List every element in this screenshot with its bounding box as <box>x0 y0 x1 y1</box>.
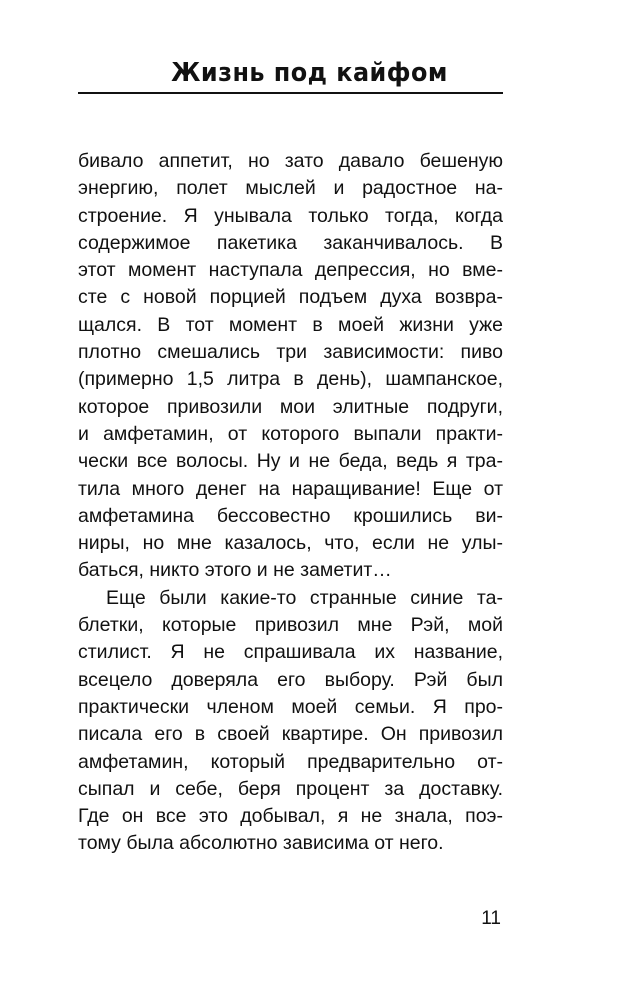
text-line: всецело доверяла его выбору. Рэй был <box>78 668 503 691</box>
text-line: стилист. Я не спрашивала их название, <box>78 641 503 664</box>
text-line: плотно смешались три зависимости: пиво <box>78 341 503 364</box>
text-line: амфетамина бессовестно крошились ви- <box>78 504 503 527</box>
page-number: 11 <box>481 908 501 929</box>
text-line: ниры, но мне казалось, что, если не улы- <box>78 532 503 555</box>
text-line: тила много денег на наращивание! Еще от <box>78 477 503 500</box>
header-rule <box>78 92 503 94</box>
text-line: Еще были какие-то странные синие та- <box>106 586 503 609</box>
text-line: строение. Я унывала только тогда, когда <box>78 204 503 227</box>
running-title: Жизнь под кайфом <box>171 58 448 88</box>
text-line: этот момент наступала депрессия, но вме- <box>78 259 503 282</box>
text-line: тому была абсолютно зависима от него. <box>78 832 444 855</box>
text-line: баться, никто этого и не заметит… <box>78 559 392 582</box>
text-line: сыпал и себе, беря процент за доставку. <box>78 777 503 800</box>
text-line: которое привозили мои элитные подруги, <box>78 395 503 418</box>
text-line: писала его в своей квартире. Он привозил <box>78 723 503 746</box>
text-line: содержимое пакетика заканчивалось. В <box>78 231 503 254</box>
text-line: энергию, полет мыслей и радостное на- <box>78 177 503 200</box>
paragraph-2 <box>78 585 503 858</box>
paragraph-1 <box>78 148 503 585</box>
text-line: практически членом моей семьи. Я про- <box>78 695 503 718</box>
text-line: Где он все это добывал, я не знала, поэ- <box>78 805 503 828</box>
text-line: блетки, которые привозил мне Рэй, мой <box>78 614 503 637</box>
text-line: и амфетамин, от которого выпали практи- <box>78 422 503 445</box>
text-line: амфетамин, который предварительно от- <box>78 750 503 773</box>
text-line: бивало аппетит, но зато давало бешеную <box>78 150 503 172</box>
page-body <box>78 148 503 858</box>
text-line: чески все волосы. Ну и не беда, ведь я тра- <box>78 450 503 473</box>
text-line: (примерно 1,5 литра в день), шампанское, <box>78 368 503 391</box>
text-line: сте с новой порцией подъем духа возвра- <box>78 286 503 309</box>
text-line: щался. В тот момент в моей жизни уже <box>78 313 503 336</box>
